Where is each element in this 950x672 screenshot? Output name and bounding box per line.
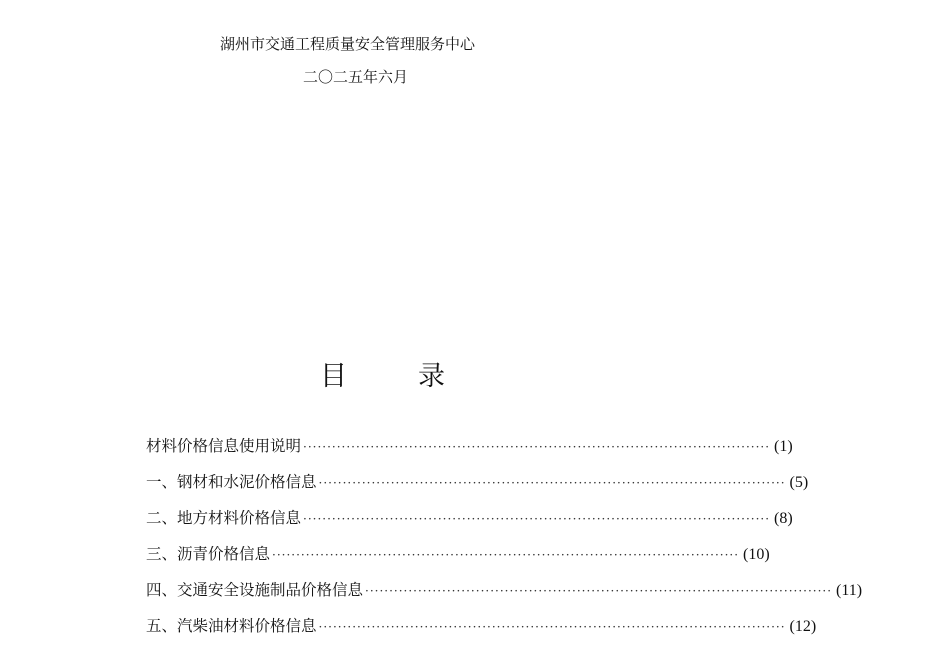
toc-item-label: 一、钢材和水泥价格信息 xyxy=(146,473,317,491)
toc-item-page: (12) xyxy=(789,618,817,635)
toc-item-page: (5) xyxy=(789,474,809,491)
organization-name: 湖州市交通工程质量安全管理服务中心 xyxy=(220,35,476,53)
toc-item xyxy=(146,578,863,614)
toc-item-page: (8) xyxy=(774,510,793,527)
toc-item xyxy=(146,470,809,506)
toc-item xyxy=(146,614,817,650)
toc-item xyxy=(146,506,793,542)
toc-item-page: (1) xyxy=(774,438,793,455)
toc-leader-dots: ································································································· xyxy=(318,476,786,490)
toc-item-label: 材料价格信息使用说明 xyxy=(146,437,302,455)
toc-item-page: (10) xyxy=(743,546,770,563)
toc-item xyxy=(146,434,793,470)
toc-item-label: 二、地方材料价格信息 xyxy=(146,509,302,527)
toc-leader-dots: ································································································· xyxy=(318,620,786,634)
toc-leader-dots: ································································································· xyxy=(272,548,740,562)
table-of-contents xyxy=(146,434,863,650)
toc-leader-dots: ································································································· xyxy=(303,440,771,454)
toc-item-label: 五、汽柴油材料价格信息 xyxy=(146,617,317,635)
toc-item xyxy=(146,542,770,578)
toc-title: 目 录 xyxy=(320,361,467,392)
toc-item-page: (11) xyxy=(836,582,863,599)
toc-leader-dots: ································································································· xyxy=(303,512,771,526)
document-date: 二〇二五年六月 xyxy=(303,68,409,86)
toc-leader-dots: ································································································· xyxy=(365,584,833,598)
toc-item-label: 四、交通安全设施制品价格信息 xyxy=(146,581,364,599)
toc-item-label: 三、沥青价格信息 xyxy=(146,545,271,563)
